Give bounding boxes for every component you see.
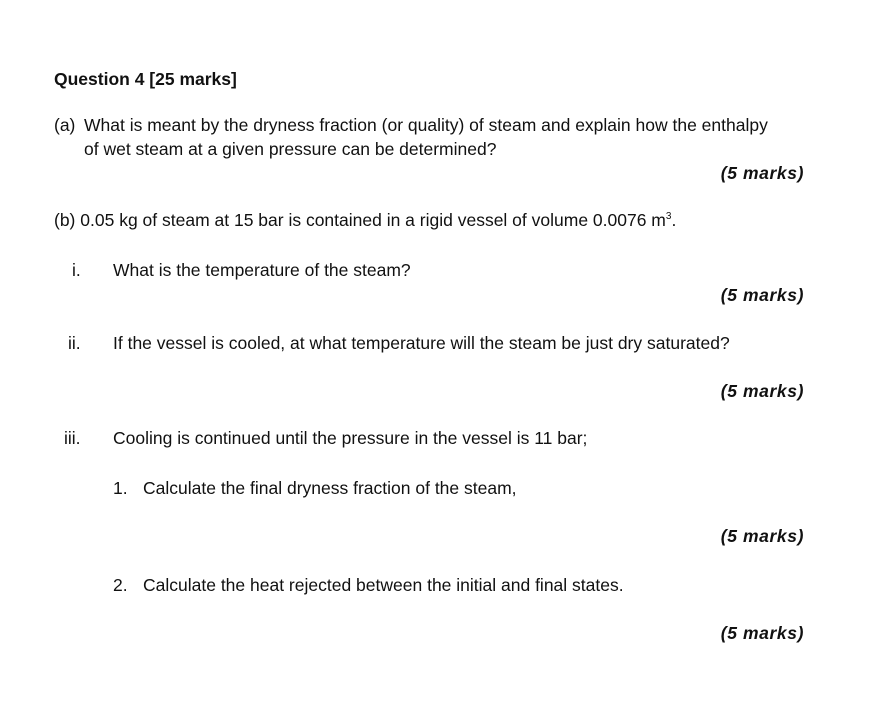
item-ii-marks: (5 marks) <box>720 381 804 401</box>
part-b-end: . <box>671 210 677 230</box>
subitem-1-number: 1. <box>113 478 128 498</box>
part-b-text: 0.05 kg of steam at 15 bar is contained in a rigid vessel of volume 0.0076 m <box>80 210 666 230</box>
item-ii-number: ii. <box>68 333 81 353</box>
part-b-label: (b) <box>54 210 76 230</box>
part-b-statement <box>54 210 676 230</box>
item-iii-text: Cooling is continued until the pressure in the vessel is 11 bar; <box>113 428 588 448</box>
subitem-2-marks: (5 marks) <box>720 623 804 643</box>
question-title: Question 4 [25 marks] <box>54 69 237 89</box>
item-i-number: i. <box>72 260 81 280</box>
part-b-superscript: 3 <box>665 211 672 222</box>
subitem-2-text: Calculate the heat rejected between the initial and final states. <box>143 575 624 595</box>
subitem-2-number: 2. <box>113 575 128 595</box>
item-i-text: What is the temperature of the steam? <box>113 260 411 280</box>
part-a-line1: What is meant by the dryness fraction (or quality) of steam and explain how the enthalpy <box>84 115 768 135</box>
part-a-marks: (5 marks) <box>720 163 804 183</box>
subitem-1-text: Calculate the final dryness fraction of the steam, <box>143 478 517 498</box>
item-ii-text: If the vessel is cooled, at what temperature will the steam be just dry saturated? <box>113 333 730 353</box>
item-iii-number: iii. <box>64 428 81 448</box>
part-a-label: (a) <box>54 115 76 135</box>
part-a-line2: of wet steam at a given pressure can be determined? <box>84 139 497 159</box>
subitem-1-marks: (5 marks) <box>720 526 804 546</box>
item-i-marks: (5 marks) <box>720 285 804 305</box>
